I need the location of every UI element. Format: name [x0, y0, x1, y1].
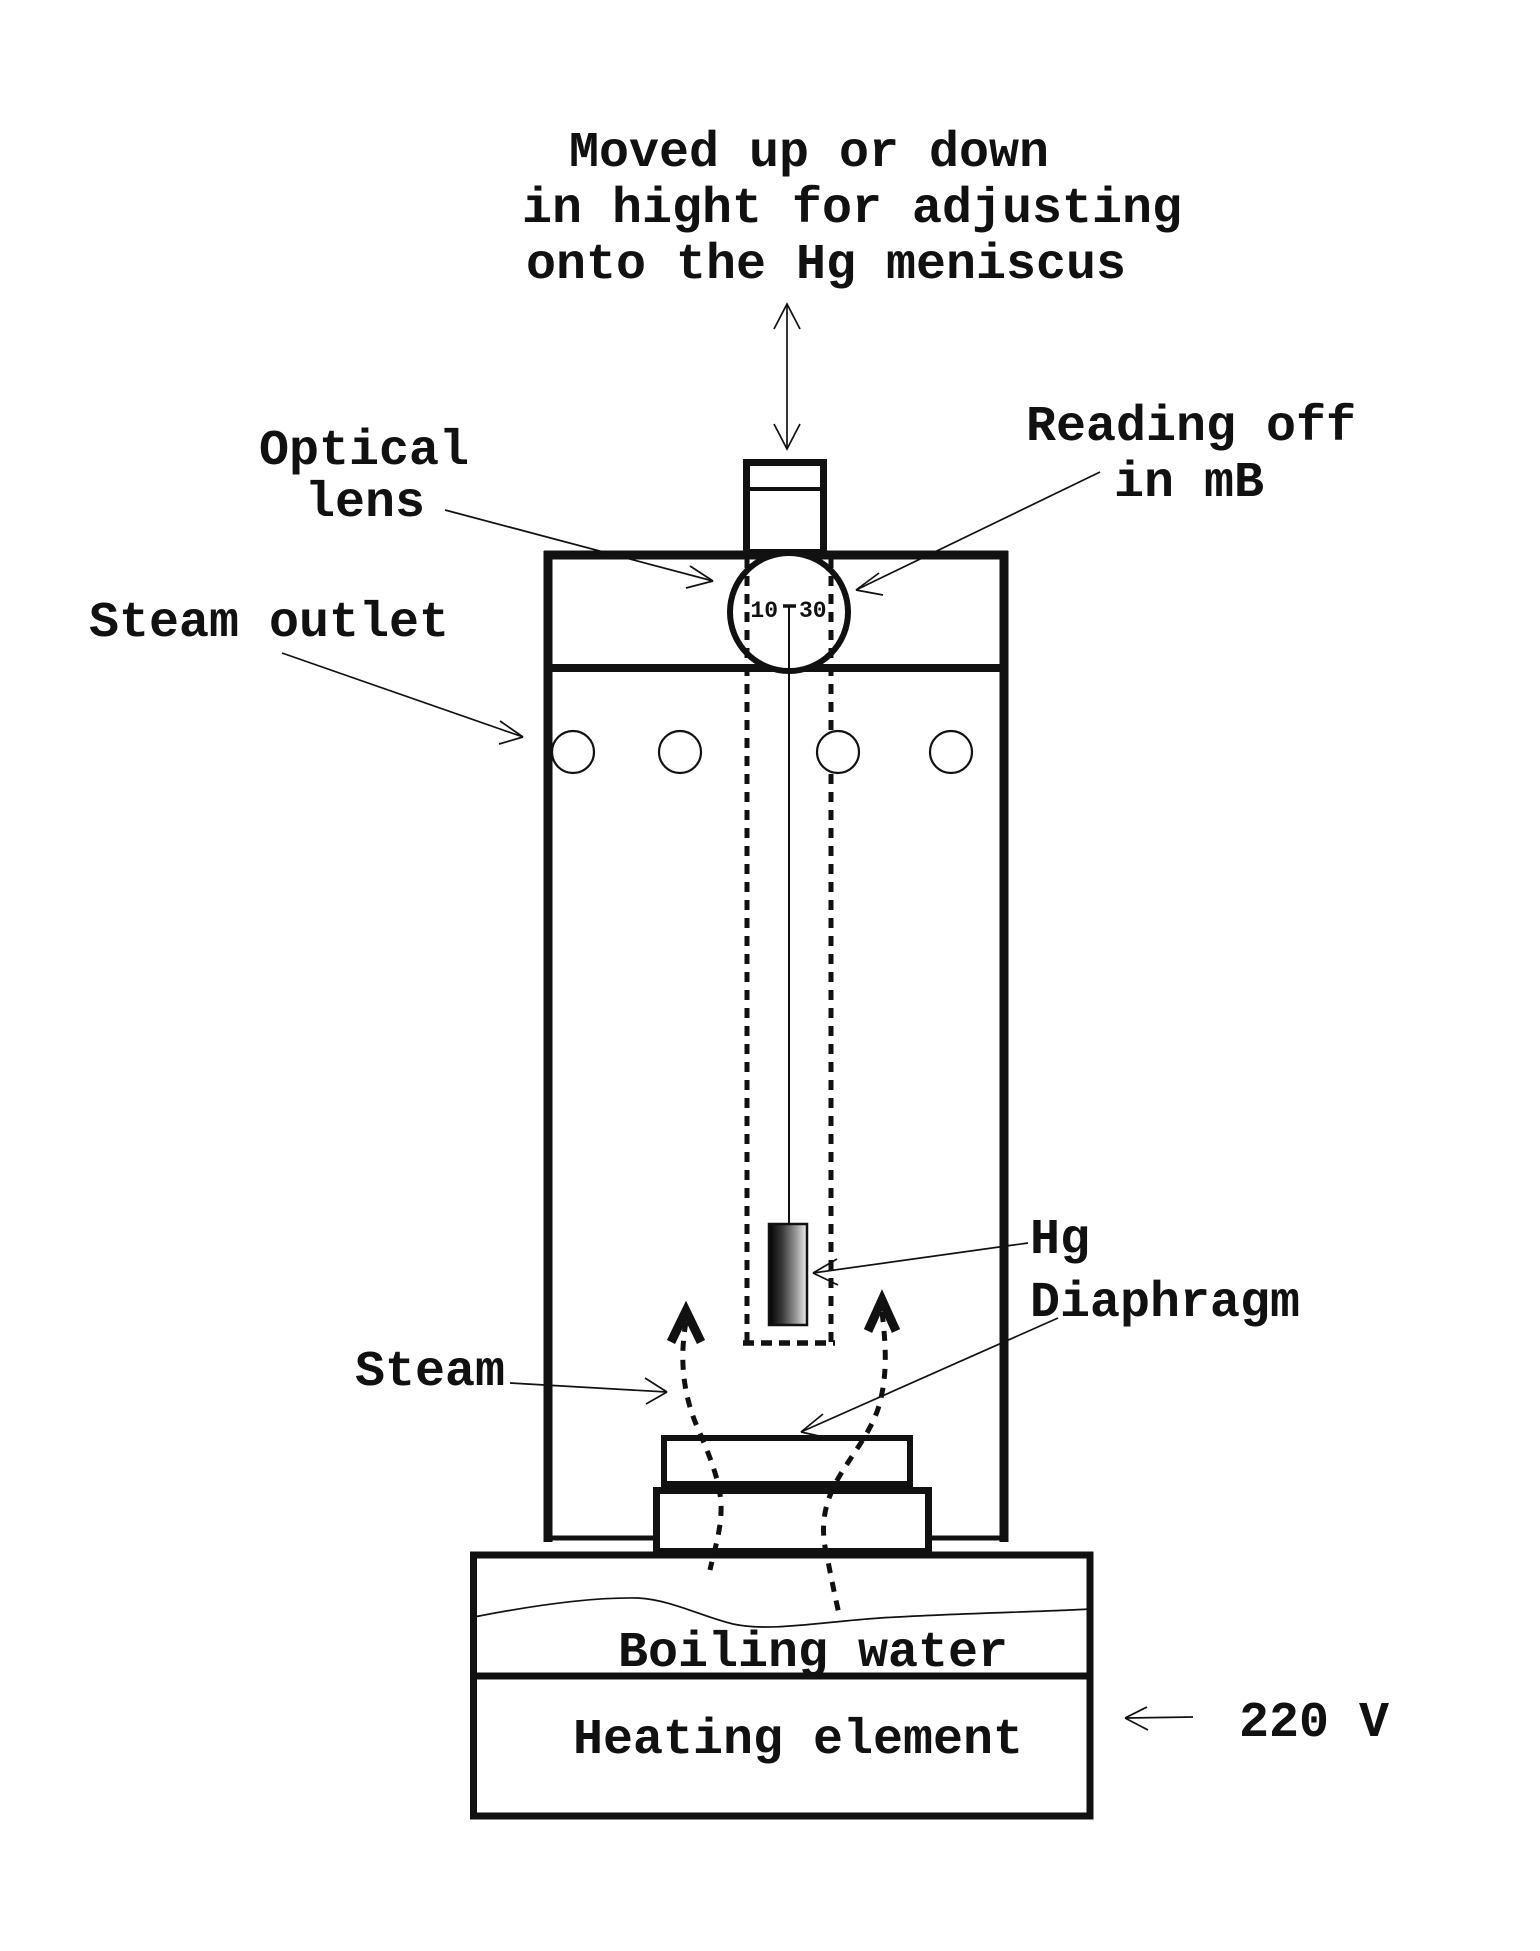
steam-outlet-label: [89, 595, 523, 744]
hg-column: [769, 607, 807, 1325]
diaphragm-leader-arrow: [801, 1318, 1058, 1438]
boiling-water-label: Boiling water: [617, 1625, 1009, 1682]
adjustment-note-line1: Moved up or down: [568, 125, 1050, 182]
steam-text: Steam: [355, 1344, 506, 1401]
heating-element-label: Heating element: [572, 1712, 1024, 1769]
adjustment-note: [522, 125, 1182, 294]
optical-lens-leader-arrow: [445, 510, 713, 588]
lens-scale-right-value: 30: [799, 598, 827, 624]
reading-off-label: [856, 399, 1356, 595]
steam-outlet-holes: [552, 731, 972, 773]
steam-outlet-text: Steam outlet: [89, 595, 450, 652]
bath-box: [474, 1555, 1091, 1816]
voltage-leader-arrow: [1125, 1707, 1193, 1730]
diaphragm-plate: [664, 1438, 910, 1484]
voltage-text: 220 V: [1238, 1695, 1390, 1752]
hg-text: Hg: [1030, 1212, 1091, 1269]
adjustment-note-line3: onto the Hg meniscus: [525, 237, 1127, 294]
up-down-arrow-icon: [774, 304, 800, 449]
adjustment-note-line2: in hight for adjusting: [521, 181, 1183, 238]
adjustment-knob: [746, 463, 824, 553]
lens-scale-left-value: 10: [750, 598, 778, 624]
water-bath: [473, 1555, 1090, 1816]
reading-off-line1: Reading off: [1025, 399, 1357, 456]
reading-off-leader-arrow: [856, 472, 1100, 595]
steam-hole: [930, 731, 972, 773]
hg-leader-arrow: [813, 1243, 1028, 1285]
optical-lens-line1: Optical: [258, 423, 470, 480]
steam-hole: [552, 731, 594, 773]
steam-label: [355, 1344, 667, 1404]
diaphragm-assembly: [657, 1438, 929, 1552]
vessel-body: [544, 551, 1008, 1542]
steam-hole: [817, 731, 859, 773]
optical-lens-line2: lens: [304, 475, 426, 532]
steam-outlet-leader-arrow: [282, 653, 523, 744]
diaphragm-text: Diaphragm: [1030, 1275, 1301, 1332]
reading-off-line2: in mB: [1113, 455, 1265, 512]
steam-hole: [659, 731, 701, 773]
voltage-label: [1125, 1695, 1389, 1752]
optical-lens-label: [259, 423, 713, 588]
steam-leader-arrow: [510, 1378, 667, 1404]
hg-bar: [769, 1224, 807, 1325]
diaphragm-base: [657, 1491, 929, 1552]
